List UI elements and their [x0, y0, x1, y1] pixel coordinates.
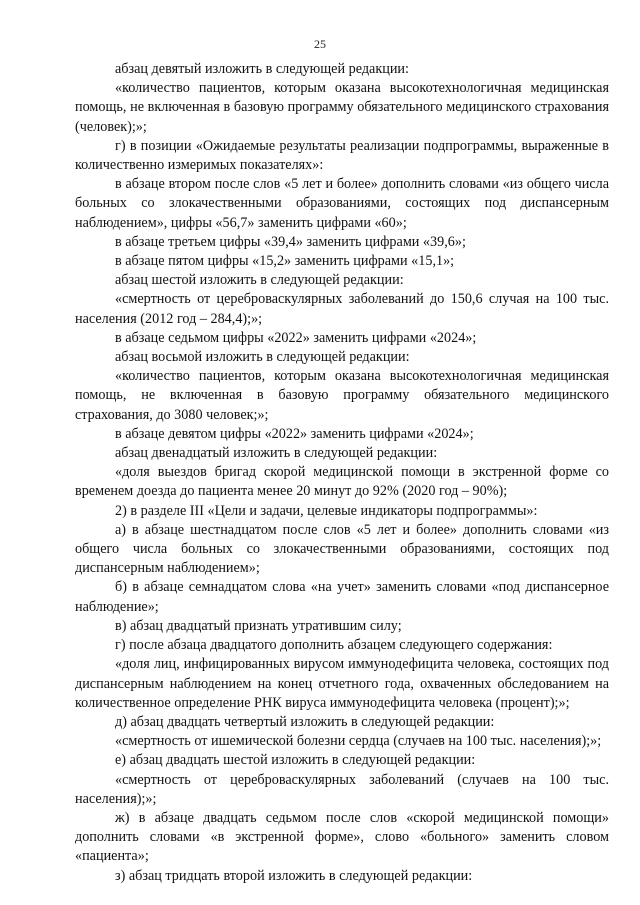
paragraph: «смертность от ишемической болезни сердца (случаев на 100 тыс. населения);»;	[115, 733, 602, 750]
paragraph: «количество пациентов, которым оказана высокотехнологичная медицинская помощь, не включенная в базовую программу обязательного медицинского страхования (человек);»;	[75, 80, 609, 135]
paragraph: в абзаце третьем цифры «39,4» заменить цифрами «39,6»;	[115, 233, 466, 250]
paragraph: абзац восьмой изложить в следующей редакции:	[115, 349, 410, 366]
paragraph: «доля выездов бригад скорой медицинской помощи в экстренной форме со временем доезда до пациента менее 20 минут до 92% (2020 год – 90%);	[75, 464, 609, 500]
paragraph: г) в позиции «Ожидаемые результаты реализации подпрограммы, выраженные в количественно измеримых показателях»:	[75, 137, 609, 174]
paragraph: «смертность от цереброваскулярных заболеваний до 150,6 случая на 100 тыс. населения (2012 год – 284,4);»;	[75, 291, 609, 327]
paragraph: б) в абзаце семнадцатом слова «на учет» заменить словами «под диспансерное наблюдение»;	[75, 579, 609, 615]
page-number: 25	[314, 37, 326, 51]
paragraph: в абзаце втором после слов «5 лет и более» дополнить словами «из общего числа больных со злокачественными образованиями, состоящих под диспансерным наблюдением», цифры «56,7» заменить цифрами «60»;	[75, 176, 609, 231]
paragraph: 2) в разделе III «Цели и задачи, целевые индикаторы подпрограммы»:	[115, 502, 538, 519]
paragraph: д) абзац двадцать четвертый изложить в следующей редакции:	[115, 713, 495, 730]
paragraph: ж) в абзаце двадцать седьмом после слов «скорой медицинской помощи» дополнить словами «в экстренной форме», слово «больного» заменить словом «пациента»;	[75, 809, 609, 865]
paragraph: в) абзац двадцатый признать утратившим силу;	[115, 617, 402, 634]
paragraph: в абзаце девятом цифры «2022» заменить цифрами «2024»;	[115, 425, 474, 442]
paragraph: абзац девятый изложить в следующей редакции:	[115, 61, 409, 77]
paragraph: г) после абзаца двадцатого дополнить абзацем следующего содержания:	[115, 637, 553, 654]
paragraph: «доля лиц, инфицированных вирусом иммунодефицита человека, состоящих под диспансерным наблюдением на конец отчетного года, охваченных обследованием на количественное определение РНК вируса иммунодефицита человека (процент);»;	[75, 656, 609, 711]
paragraph: «количество пациентов, которым оказана высокотехнологичная медицинская помощь, не включенная в базовую программу обязательного медицинского страхования, до 3080 человек;»;	[75, 368, 609, 423]
document-body	[75, 60, 609, 886]
paragraph: в абзаце пятом цифры «15,2» заменить цифрами «15,1»;	[115, 253, 455, 270]
paragraph: абзац шестой изложить в следующей редакции:	[115, 272, 404, 289]
paragraph: з) абзац тридцать второй изложить в следующей редакции:	[115, 867, 473, 884]
paragraph: в абзаце седьмом цифры «2022» заменить цифрами «2024»;	[115, 329, 477, 346]
paragraph: е) абзац двадцать шестой изложить в следующей редакции:	[115, 752, 476, 769]
paragraph: «смертность от цереброваскулярных заболеваний (случаев на 100 тыс. населения);»;	[75, 771, 609, 807]
paragraph: а) в абзаце шестнадцатом после слов «5 лет и более» дополнить словами «из общего числа больных со злокачественными образованиями, состоящих под диспансерным наблюдением»;	[75, 521, 609, 577]
paragraph: абзац двенадцатый изложить в следующей редакции:	[115, 445, 438, 462]
